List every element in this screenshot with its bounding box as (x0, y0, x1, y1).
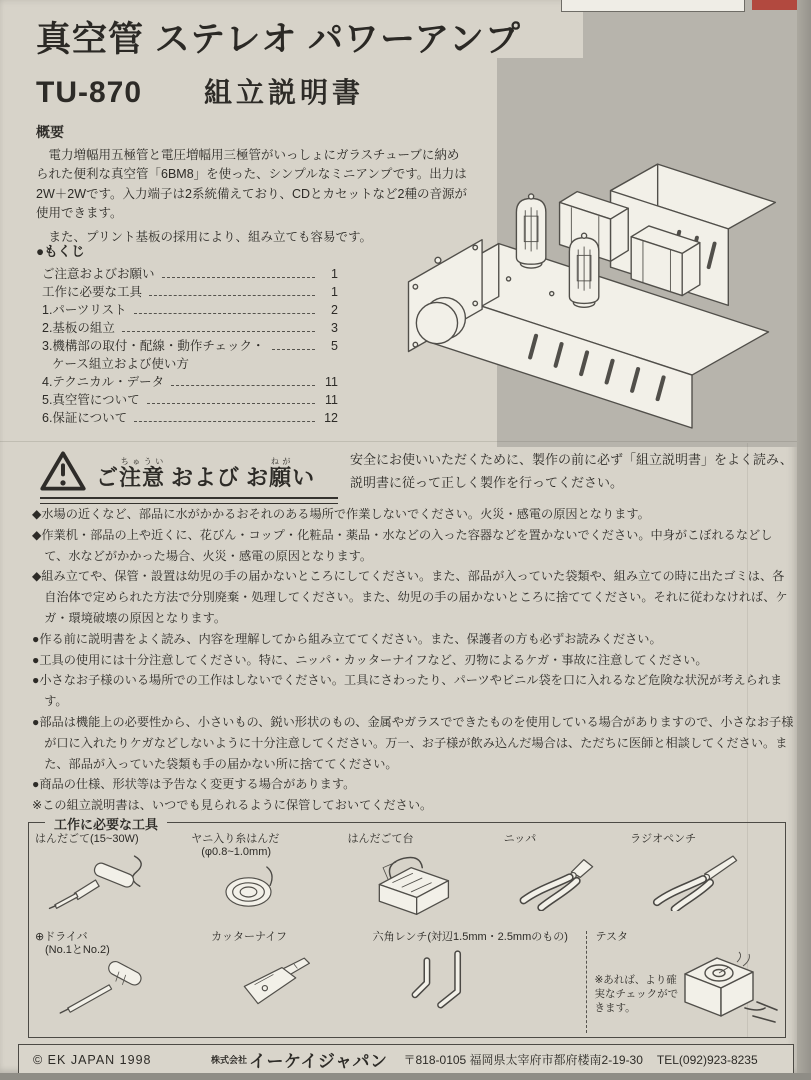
toc-heading: ●もくじ (36, 244, 85, 259)
company-logo: イーケイジャパン (249, 1052, 388, 1071)
photo-edge-shadow (0, 1073, 811, 1080)
required-tools-box (28, 817, 786, 1038)
page-subtitle: 組立説明書 (204, 77, 365, 108)
vacuum-tube (569, 233, 598, 307)
toc-page-number: 12 (324, 411, 338, 425)
footer-bar (18, 1044, 794, 1075)
toc-page-number: 11 (325, 393, 338, 407)
vacuum-tube (516, 194, 545, 268)
tool-hex-wrench: 六角レンチ(対辺1.5mm・2.5mmのもの) (373, 931, 586, 1033)
tool-cutter-knife: カッターナイフ (211, 931, 372, 1033)
toc-item-continuation: ケース組立および使い方 (52, 357, 189, 371)
tool-tester: テスタ ※あれば、より確実なチェックができます。 (586, 931, 780, 1033)
company-phone: TEL(092)923-8235 (656, 1052, 758, 1067)
tool-screwdriver: ⊕ドライバ (No.1とNo.2) (35, 931, 211, 1033)
overview-paragraph: 電力増幅用五極管と電圧増幅用三極管がいっしょにガラスチューブに納められた便利な真空管「6BM8」を使った、シンプルなミニアンプです。出力は2W＋2Wです。入力端子は2系統備えており、CDとカセットなど2種の音源が使用できます。 (36, 148, 467, 221)
screwdriver-icon (35, 960, 165, 1018)
toc-item: 工作に必要な工具 1 (42, 285, 338, 299)
caution-section-header (40, 450, 340, 504)
overview-heading: 概要 (36, 124, 64, 140)
overview-paragraph: また、プリント基板の採用により、組み立ても容易です。 (48, 229, 373, 244)
caution-item: ●部品は機能上の必要性から、小さいもの、鋭い形状のもの、金属やガラスでできたものを使用している場合がありますので、小さなお子様が口に入れたりケガなどしないように十分注意してください。万一、お子様が飲み込んだ場合は、ただちに医師と相談してください。また、部品が入っていた袋類も手の届かない所に捨ててください。 (32, 714, 794, 771)
toc-item: 1.パーツリスト 2 (42, 303, 338, 317)
radio-pliers-icon (630, 849, 760, 911)
caution-item: ◆水場の近くなど、部品に水がかかるおそれのある場所で作業しないでください。火災・感電の原因となります。 (32, 507, 650, 521)
soldering-iron-icon (35, 849, 165, 911)
tool-nipper: ニッパ (504, 833, 630, 929)
caution-item: ●工具の使用には十分注意してください。特に、ニッパ・カッターナイフなど、刃物によるケガ・事故に注意してください。 (32, 652, 708, 667)
caution-item: ●商品の仕様、形状等は予告なく変更する場合があります。 (32, 777, 356, 792)
hex-wrench-icon (373, 947, 503, 1011)
dotted-leader (162, 277, 315, 278)
toc-page-number: 11 (325, 375, 338, 389)
dotted-leader (134, 421, 315, 422)
copyright: © EK JAPAN 1998 (33, 1052, 152, 1067)
toc-page-number: 1 (331, 285, 338, 299)
toc-item: 2.基板の組立 3 (42, 321, 338, 335)
double-underline (40, 497, 338, 504)
tool-radio-pliers: ラジオペンチ (630, 833, 779, 929)
cutoff-white-label (561, 0, 745, 12)
caution-item: ◆作業机・部品の上や近くに、花びん・コップ・化粧品・薬品・水などの入った容器などを置かないでください。中身がこぼれるなどして、水などがかかった場合、火災・感電の原因となります。 (32, 527, 773, 563)
toc-item: 4.テクニカル・データ 11 (42, 375, 338, 389)
amplifier-illustration (383, 112, 795, 436)
caution-intro: 安全にお使いいただくために、製作の前に必ず「組立説明書」をよく読み、 説明書に従って正しく製作を行ってください。 (350, 452, 793, 491)
cutter-knife-icon (211, 947, 341, 1007)
toc-page-number: 1 (331, 267, 338, 281)
toc-page-number: 2 (331, 303, 338, 317)
toc-item: 3.機構部の取付・配線・動作チェック・ 5 (42, 339, 338, 353)
toc-item: 6.保証について 12 (42, 411, 338, 425)
tool-soldering-iron: はんだごて(15~30W) (35, 833, 191, 929)
caution-title: ご注意ちゅういおよび お願ねがい (96, 457, 316, 490)
dotted-leader (149, 295, 315, 296)
paper-crease (0, 441, 797, 442)
dotted-leader (134, 313, 315, 314)
soldering-iron-stand-icon (347, 849, 477, 919)
solder-coil-icon (191, 862, 311, 912)
tester-icon (649, 944, 781, 1030)
toc-item: 5.真空管について 11 (42, 393, 338, 407)
page-header (36, 12, 596, 111)
caution-item: ◆組み立てや、保管・設置は幼児の手の届かないところにしてください。また、部品が入っていた袋類や、組み立ての時に出たゴミは、各自治体で定められた方法で分別廃棄・処理してください。また、幼児の手の届かないところに捨ててください。それに従わなければ、ケガ・環境破壊の原因となります。 (32, 569, 788, 625)
caution-item: ※この組立説明書は、いつでも見られるように保管しておいてください。 (32, 798, 433, 813)
dotted-leader (171, 385, 315, 386)
table-of-contents (36, 240, 338, 427)
company-prefix: 株式会社 (211, 1055, 248, 1065)
caution-item: ●小さなお子様のいる場所での工作はしないでください。工具にさわったり、パーツやビニル袋を口に入れるなど危険な状況が考えられます。 (32, 673, 783, 709)
toc-page-number: 5 (331, 339, 338, 353)
model-number: TU-870 (36, 76, 143, 109)
photo-edge-shadow (797, 0, 811, 1080)
company-address: 〒818-0105 福岡県太宰府市都府楼南2-19-30 (403, 1053, 643, 1067)
tools-box-title: 工作に必要な工具 (45, 814, 167, 833)
dotted-leader (272, 349, 315, 350)
toc-item: ご注意およびお願い 1 (42, 267, 338, 281)
tester-note: ※あれば、より確実なチェックができます。 (594, 974, 679, 1014)
caution-list (32, 504, 794, 816)
tool-solder: ヤニ入り糸はんだ (φ0.8~1.0mm) (191, 833, 347, 929)
dotted-leader (122, 331, 315, 332)
page-title: 真空管 ステレオ パワーアンプ (36, 20, 521, 59)
tool-iron-stand: はんだごて台 (347, 833, 503, 929)
dotted-leader (147, 403, 315, 404)
nipper-icon (504, 849, 614, 911)
warning-triangle-icon (40, 450, 86, 492)
toc-page-number: 3 (331, 321, 338, 335)
caution-item: ●作る前に説明書をよく読み、内容を理解してから組み立ててください。また、保護者の方も必ずお読みください。 (32, 631, 662, 646)
